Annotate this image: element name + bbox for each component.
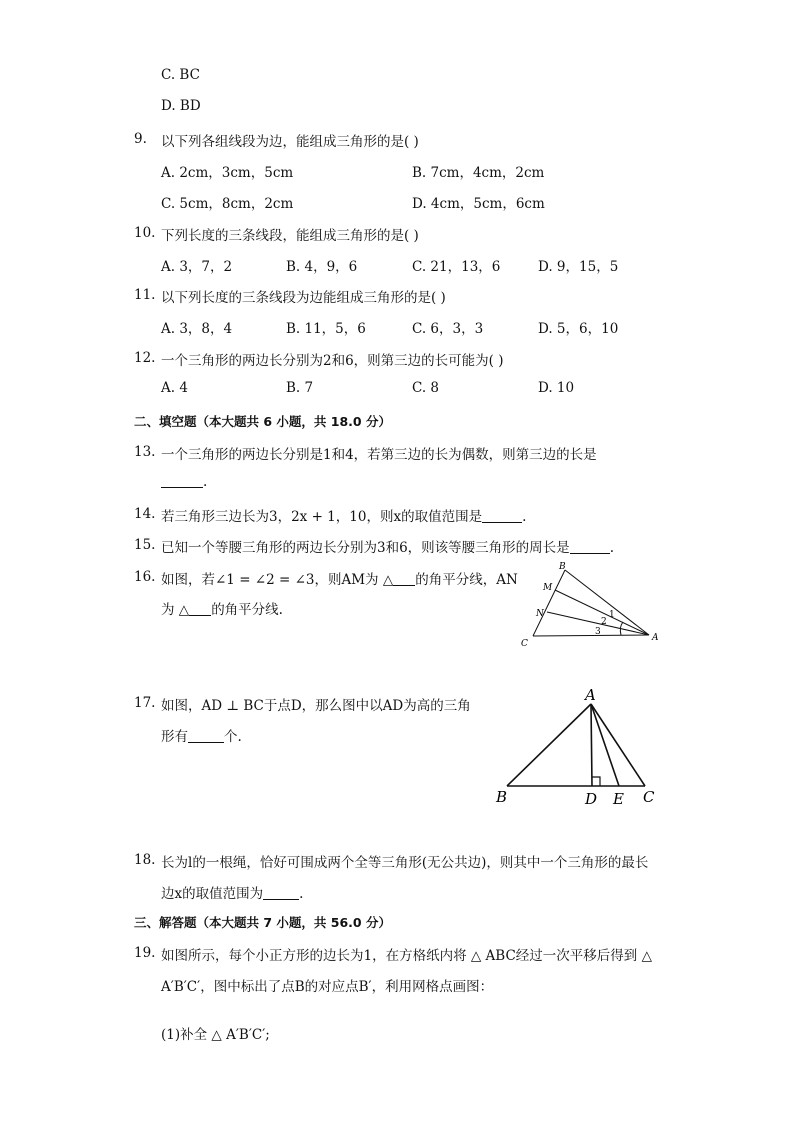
q12-option-a: A. 4 <box>161 380 188 396</box>
q13-number: 13. <box>134 444 156 460</box>
fig17-height-ad <box>591 704 592 786</box>
q16-line1-a: 如图，若∠1 = ∠2 = ∠3，则AM为 △ <box>161 572 394 588</box>
fig16-side-bc <box>533 570 565 636</box>
fig17-segment-ae <box>591 704 619 786</box>
q12-option-d: D. 10 <box>538 380 575 396</box>
q16-line2-a: 为 △ <box>161 602 190 618</box>
q17-line2-b: 个. <box>224 729 242 745</box>
q10-option-d: D. 9，15，5 <box>538 259 619 275</box>
q19-number: 19. <box>134 945 156 961</box>
q11-option-d: D. 5，6，10 <box>538 321 619 337</box>
q11-option-a: A. 3，8，4 <box>161 321 233 337</box>
fig17-right-angle-mark <box>592 777 600 786</box>
q14-number: 14. <box>134 506 156 522</box>
fig16-label-b: B <box>559 562 566 572</box>
fig16-angle-3: 3 <box>595 627 601 637</box>
q17-blank[interactable] <box>188 729 224 743</box>
q19-sub1: (1)补全 △ A′B′C′; <box>161 1027 270 1043</box>
q13-answer-line <box>161 474 207 490</box>
q15-text: 已知一个等腰三角形的两边长分别为3和6，则该等腰三角形的周长是 <box>161 540 570 556</box>
fig16-label-a: A <box>652 633 659 643</box>
q14-line <box>161 505 526 525</box>
q9-option-b: B. 7cm，4cm，2cm <box>412 165 545 181</box>
q12-option-c: C. 8 <box>412 380 440 396</box>
fig17-label-d: D <box>585 790 598 808</box>
fig16-angle-2: 2 <box>601 617 607 627</box>
q9-option-d: D. 4cm，5cm，6cm <box>412 196 545 212</box>
q18-line2-a: 边x的取值范围为 <box>161 886 264 902</box>
q13-text: 一个三角形的两边长分别是1和4，若第三边的长为偶数，则第三边的长是 <box>161 447 597 463</box>
q12-text: 一个三角形的两边长分别为2和6，则第三边的长可能为( ) <box>161 353 504 369</box>
q17-line2-a: 形有 <box>161 729 188 745</box>
fig16-segment-am <box>555 590 649 635</box>
fig17-side-ab <box>507 704 591 786</box>
fig17-label-a: A <box>585 686 596 704</box>
fig17-label-e: E <box>613 790 624 808</box>
q17-line2 <box>161 725 242 745</box>
q15-number: 15. <box>134 537 156 553</box>
fig16-side-ca <box>533 635 649 636</box>
q11-option-c: C. 6，3，3 <box>412 321 484 337</box>
q9-option-c: C. 5cm，8cm，2cm <box>161 196 294 212</box>
q9-option-a: A. 2cm，3cm，5cm <box>161 165 294 181</box>
q13-tail: . <box>203 474 208 490</box>
q14-blank[interactable] <box>482 509 522 523</box>
q10-number: 10. <box>134 225 156 241</box>
q18-line1: 长为l的一根绳，恰好可围成两个全等三角形(无公共边)，则其中一个三角形的最长 <box>161 855 649 871</box>
q11-option-b: B. 11，5，6 <box>286 321 366 337</box>
q11-number: 11. <box>134 287 156 303</box>
q16-line2 <box>161 598 283 618</box>
q16-line1-b: 的角平分线，AN <box>415 572 518 588</box>
fig16-label-n: N <box>536 609 544 619</box>
section-fill-in-title: 二、填空题（本大题共 6 小题，共 18.0 分） <box>134 414 391 429</box>
fig16-label-m: M <box>543 583 553 593</box>
q9-text: 以下列各组线段为边，能组成三角形的是( ) <box>161 134 419 150</box>
q18-number: 18. <box>134 852 156 868</box>
fig16-label-c: C <box>521 639 528 649</box>
section-answer-title: 三、解答题（本大题共 7 小题，共 56.0 分） <box>134 915 391 930</box>
fig17-side-ac <box>591 704 645 786</box>
q12-number: 12. <box>134 350 156 366</box>
q16-triangle-figure <box>515 560 665 652</box>
q14-tail: . <box>522 509 527 525</box>
q10-option-b: B. 4，9，6 <box>286 259 358 275</box>
q15-line <box>161 536 614 556</box>
q16-number: 16. <box>134 569 156 585</box>
q16-line2-b: 的角平分线. <box>211 602 283 618</box>
q16-blank-2[interactable] <box>189 602 211 616</box>
fig17-label-b: B <box>496 788 508 806</box>
q17-line1: 如图，AD ⊥ BC于点D，那么图中以AD为高的三角 <box>161 698 471 714</box>
q9-number: 9. <box>134 131 147 147</box>
q18-line2 <box>161 882 303 902</box>
q12-option-b: B. 7 <box>286 380 314 396</box>
q10-option-a: A. 3，7，2 <box>161 259 233 275</box>
q17-number: 17. <box>134 695 156 711</box>
q10-text: 下列长度的三条线段，能组成三角形的是( ) <box>161 228 419 244</box>
q19-line2: A′B′C′，图中标出了点B的对应点B′，利用网格点画图： <box>161 979 494 995</box>
q14-text: 若三角形三边长为3，2x + 1，10，则x的取值范围是 <box>161 509 483 525</box>
q15-tail: . <box>609 540 614 556</box>
fig16-angle-1: 1 <box>609 610 615 620</box>
q15-blank[interactable] <box>570 540 610 554</box>
fig17-label-c: C <box>643 788 655 806</box>
q18-blank[interactable] <box>263 886 299 900</box>
q8-option-c: C. BC <box>161 67 200 83</box>
q16-blank-1[interactable] <box>393 572 415 586</box>
q18-line2-b: . <box>299 886 304 902</box>
q17-triangle-figure <box>490 684 665 808</box>
q16-line1 <box>161 568 518 588</box>
q11-text: 以下列长度的三条线段为边能组成三角形的是( ) <box>161 290 446 306</box>
q8-option-d: D. BD <box>161 98 201 114</box>
q19-line1: 如图所示，每个小正方形的边长为1，在方格纸内将 △ ABC经过一次平移后得到 △ <box>161 948 652 964</box>
q13-blank[interactable] <box>161 474 203 488</box>
q10-option-c: C. 21，13，6 <box>412 259 501 275</box>
